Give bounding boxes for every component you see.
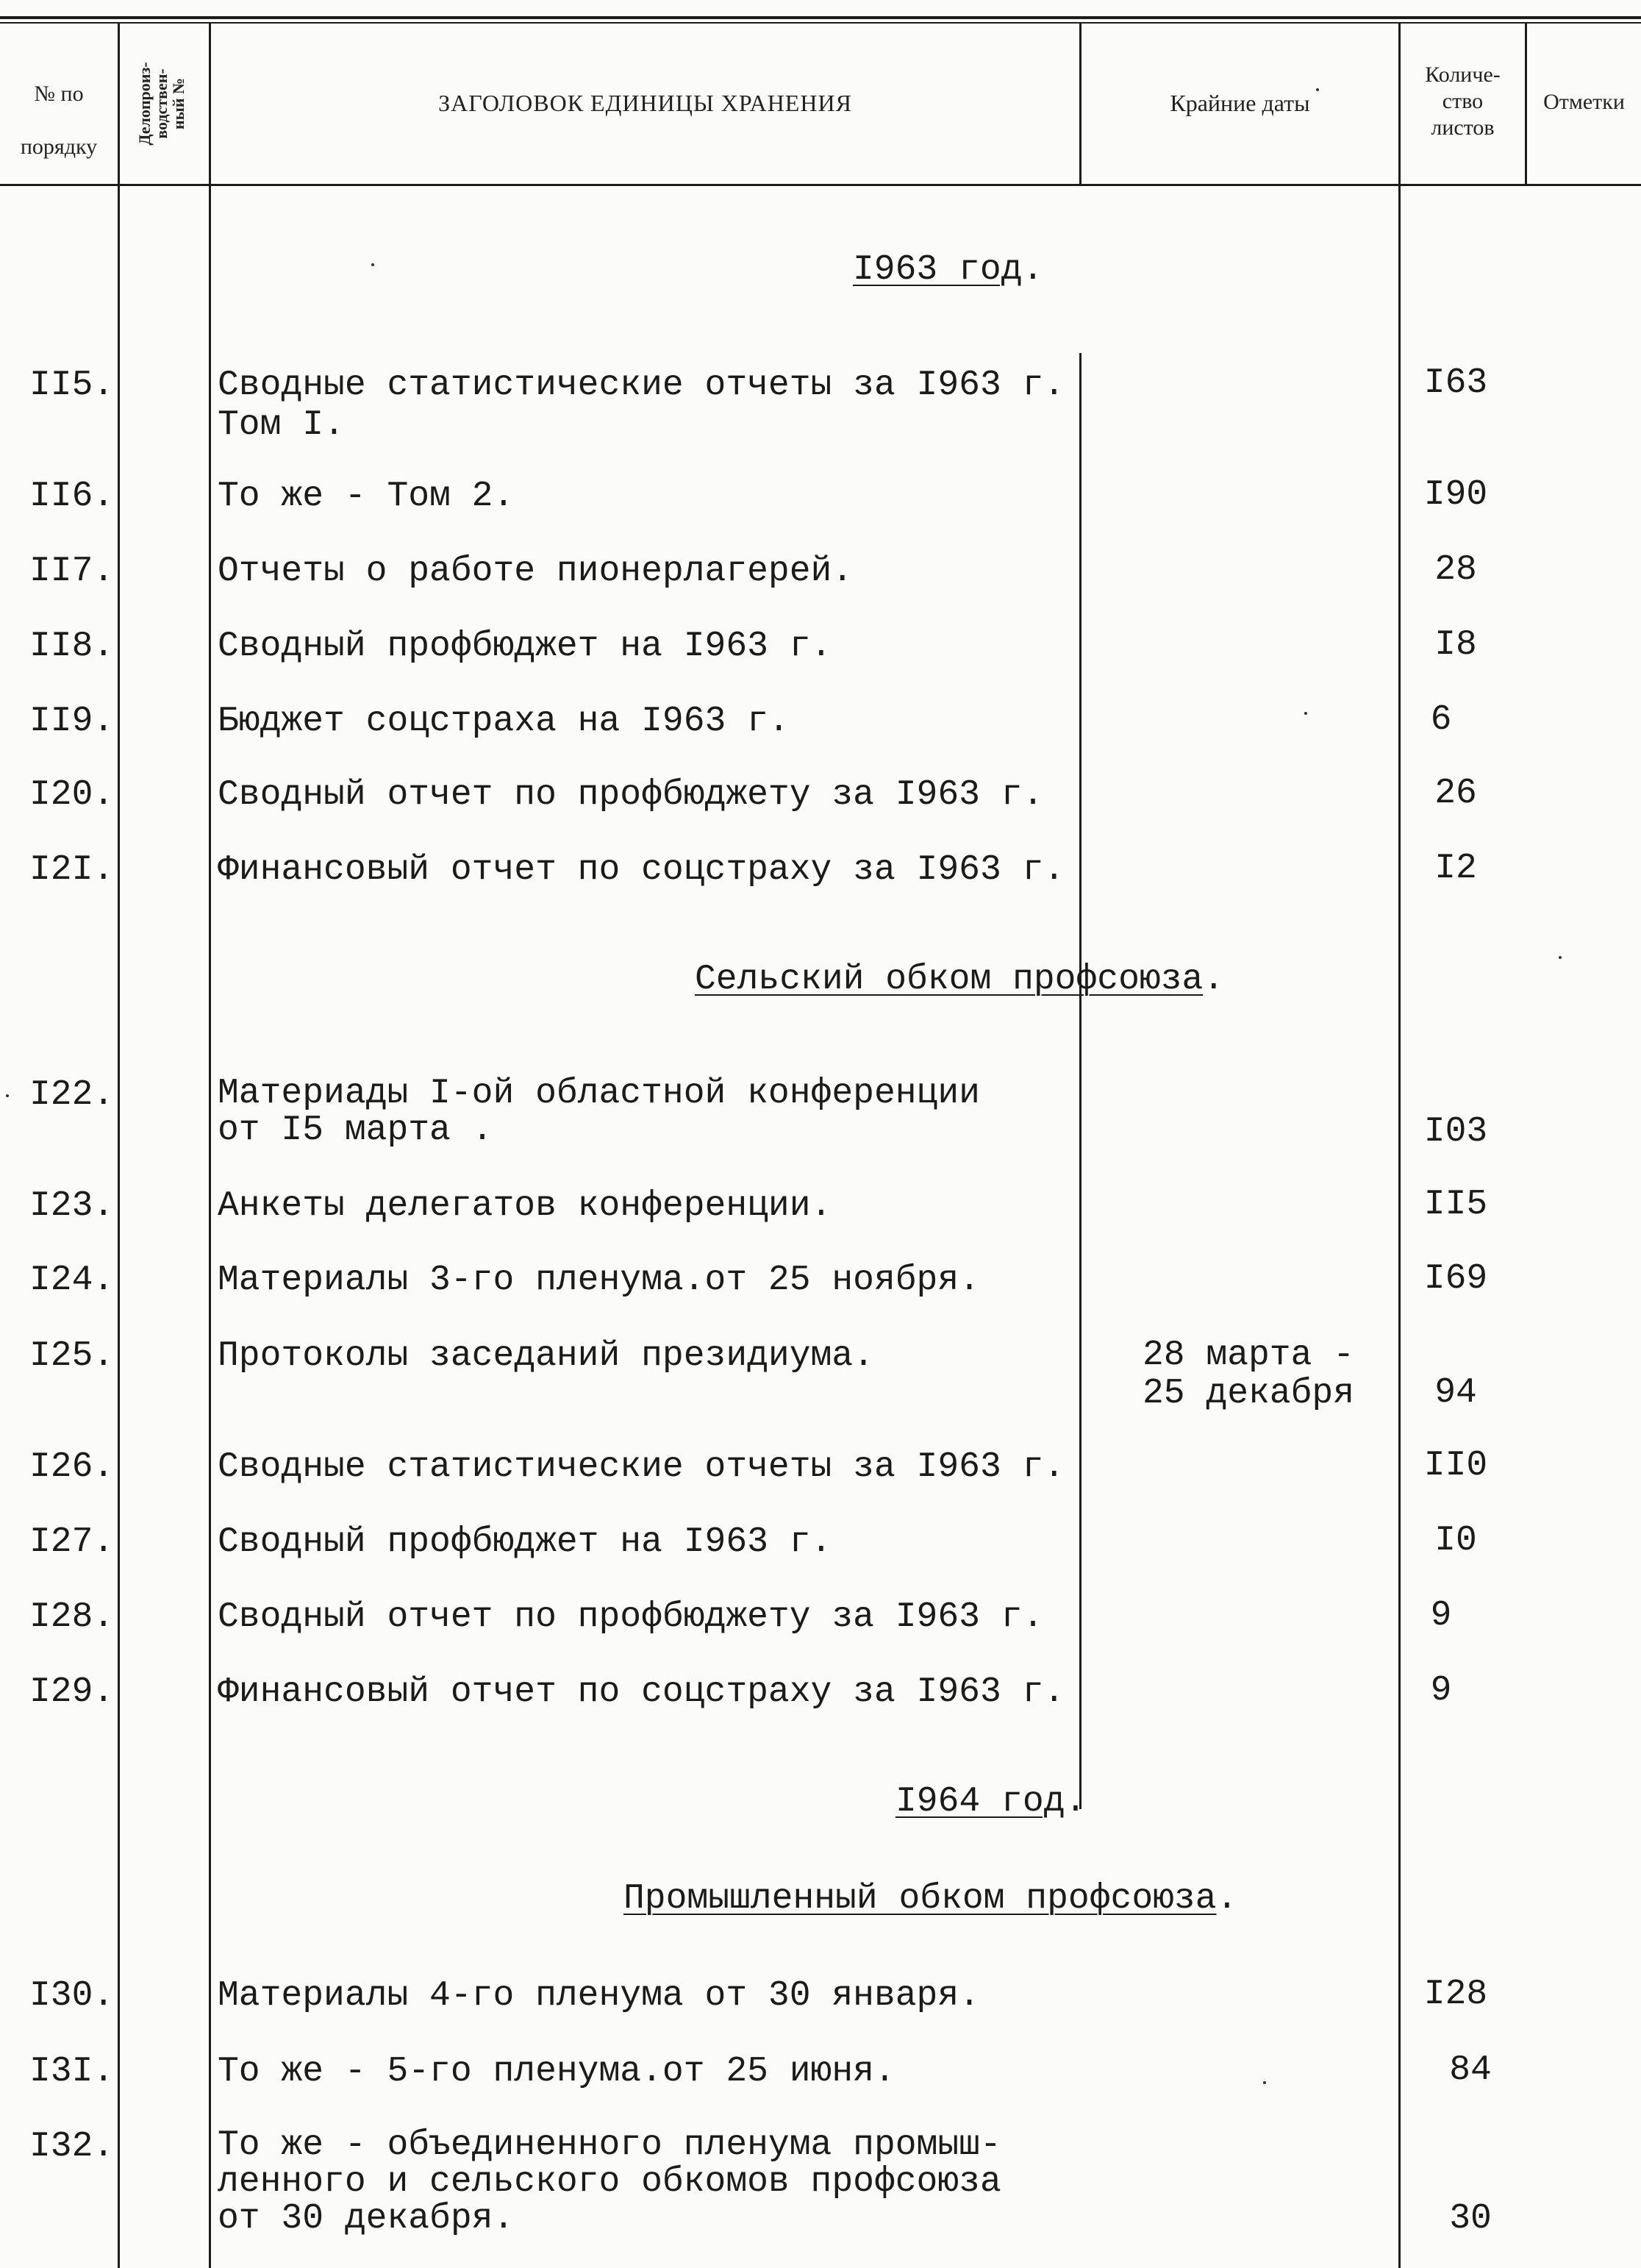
scan-speck bbox=[371, 263, 374, 266]
row-title: Бюджет соцстраха на I963 г. bbox=[218, 702, 790, 741]
row-title: Финансовый отчет по соцстраху за I963 г. bbox=[218, 850, 1065, 890]
row-sheets: 28 bbox=[1434, 550, 1477, 590]
row-title: Сводные статистические отчеты за I963 г. Том I. bbox=[218, 365, 1065, 445]
row-sheets: I2 bbox=[1434, 849, 1477, 888]
col-rule-2 bbox=[209, 22, 211, 2268]
top-rule bbox=[0, 16, 1641, 19]
section-heading-1964: I964 год. bbox=[895, 1782, 1087, 1822]
header-office-number-cell bbox=[120, 24, 209, 184]
row-number: I25 . bbox=[29, 1336, 110, 1376]
row-title: Сводный отчет по профбюджету за I963 г. bbox=[218, 775, 1044, 815]
row-number: I26 . bbox=[29, 1447, 110, 1487]
row-sheets: I03 bbox=[1423, 1112, 1488, 1152]
row-number: I2I . bbox=[29, 850, 110, 890]
row-sheets: 6 bbox=[1430, 700, 1452, 740]
row-title: Сводные статистические отчеты за I963 г. bbox=[218, 1447, 1065, 1487]
row-number: II5 . bbox=[29, 365, 110, 405]
row-sheets: I69 bbox=[1423, 1259, 1488, 1299]
row-title: Отчеты о работе пионерлагерей. bbox=[218, 552, 854, 591]
row-title: Материады I-ой областной конференции от I5 марта . bbox=[218, 1074, 980, 1150]
row-title: Финансовый отчет по соцстраху за I963 г. bbox=[218, 1672, 1065, 1712]
row-title: Сводный профбюджет на I963 г. bbox=[218, 627, 832, 666]
section-heading-rural: Сельский обком профсоюза. bbox=[695, 960, 1225, 999]
row-title: Протоколы заседаний президиума. bbox=[218, 1336, 874, 1376]
row-sheets: 30 bbox=[1449, 2199, 1492, 2239]
row-sheets: II5 bbox=[1423, 1185, 1488, 1224]
row-sheets: I28 bbox=[1423, 1975, 1488, 2014]
row-number: II9 . bbox=[29, 702, 110, 741]
row-dates: 28 марта - 25 декабря bbox=[1142, 1336, 1355, 1413]
section-heading-industrial: Промышленный обком профсоюза. bbox=[623, 1879, 1238, 1919]
header-sheets: Количе- ство листов bbox=[1425, 63, 1501, 140]
row-title: Материалы 4-го пленума от 30 января. bbox=[218, 1976, 980, 2016]
row-sheets: 94 bbox=[1434, 1373, 1477, 1413]
row-sheets: 9 bbox=[1430, 1596, 1452, 1636]
row-number: II8 . bbox=[29, 627, 110, 666]
row-number: II6 . bbox=[29, 477, 110, 516]
scan-speck bbox=[1263, 2081, 1266, 2084]
row-number: I23 . bbox=[29, 1186, 110, 1226]
row-number: II7 . bbox=[29, 552, 110, 591]
header-bottom-rule bbox=[0, 184, 1641, 186]
row-sheets: II0 bbox=[1423, 1446, 1488, 1486]
row-sheets: 26 bbox=[1434, 774, 1477, 813]
row-number: I29 . bbox=[29, 1672, 110, 1712]
row-number: I28 . bbox=[29, 1597, 110, 1637]
row-sheets: I0 bbox=[1434, 1521, 1477, 1561]
header-number: № по порядку bbox=[20, 82, 98, 159]
row-number: I20 . bbox=[29, 775, 110, 815]
row-number: I32 . bbox=[29, 2127, 110, 2167]
row-sheets: 84 bbox=[1449, 2050, 1492, 2090]
top-rule-2 bbox=[0, 22, 1641, 24]
row-number: I24 . bbox=[29, 1260, 110, 1300]
row-title: То же - 5-го пленума.от 25 июня. bbox=[218, 2052, 895, 2092]
header-title: ЗАГОЛОВОК ЕДИНИЦЫ ХРАНЕНИЯ bbox=[438, 90, 852, 116]
row-number: I30 . bbox=[29, 1976, 110, 2016]
row-sheets: I8 bbox=[1434, 625, 1477, 665]
row-sheets: I90 bbox=[1423, 475, 1488, 515]
row-number: I22 . bbox=[29, 1075, 110, 1115]
scan-speck bbox=[1304, 712, 1307, 715]
row-title: То же - Том 2. bbox=[218, 477, 515, 516]
header-notes: Отметки bbox=[1543, 90, 1625, 114]
scan-speck bbox=[1559, 956, 1562, 959]
row-title: Сводный отчет по профбюджету за I963 г. bbox=[218, 1597, 1044, 1637]
scan-speck bbox=[1316, 88, 1319, 91]
header-office-number: Делопроиз- водствен- ный № bbox=[135, 62, 188, 146]
row-number: I3I . bbox=[29, 2052, 110, 2092]
row-title: Сводный профбюджет на I963 г. bbox=[218, 1522, 832, 1562]
row-sheets: 9 bbox=[1430, 1671, 1452, 1711]
section-heading-1963: I963 год. bbox=[853, 250, 1044, 290]
row-sheets: I63 bbox=[1423, 363, 1488, 403]
col-rule-1 bbox=[118, 22, 120, 2268]
header-dates: Крайние даты bbox=[1170, 90, 1310, 116]
row-number: I27 . bbox=[29, 1522, 110, 1562]
row-title: Материалы 3-го пленума.от 25 ноября. bbox=[218, 1260, 980, 1300]
row-title: Анкеты делегатов конференции. bbox=[218, 1186, 832, 1226]
row-title: То же - объединенного пленума промыш- ленного и сельского обкомов профсоюза от 30 декабря. bbox=[218, 2125, 1001, 2239]
scan-speck bbox=[6, 1094, 9, 1097]
